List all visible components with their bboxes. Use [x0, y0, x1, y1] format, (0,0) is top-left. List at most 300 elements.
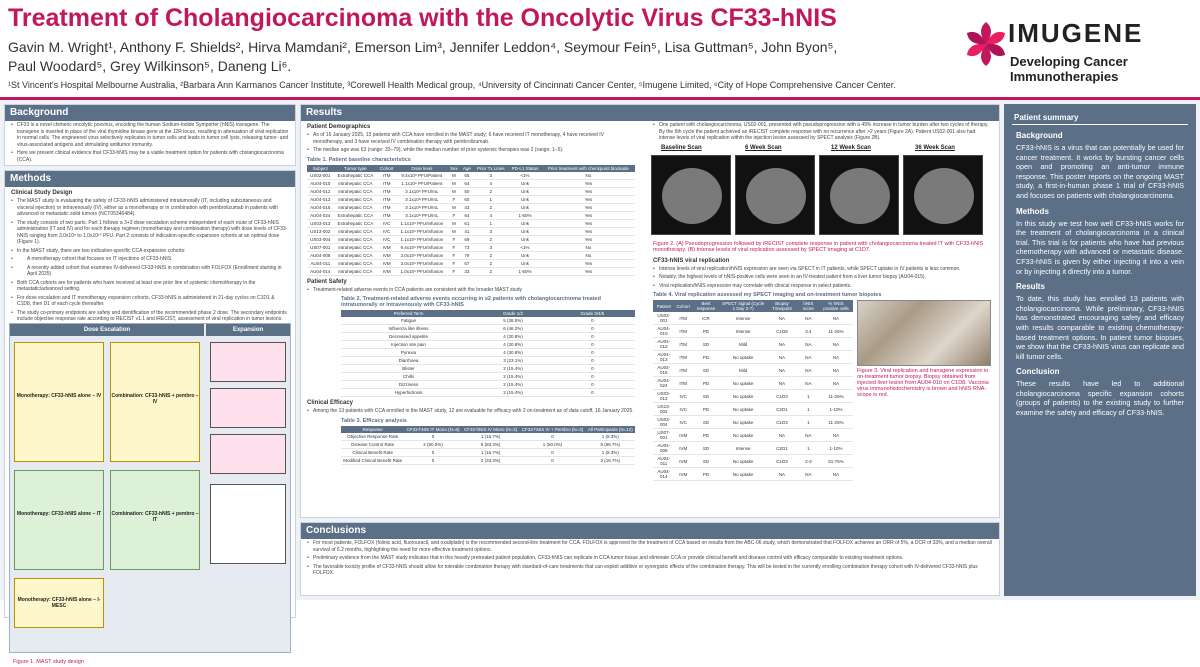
table-cell: NA: [766, 312, 798, 325]
table-cell: 1: [473, 219, 508, 227]
table-cell: 11-25%: [819, 416, 853, 429]
table-cell: 1.1x10⁹ PFU/Infusion: [396, 219, 447, 227]
table3-caption: Table 3. Efficacy analysis: [341, 417, 407, 424]
ct-scan-image: [735, 155, 815, 235]
table-cell: 3.4: [798, 325, 819, 338]
table-cell: AU04-024: [653, 377, 674, 390]
table-cell: US13-002: [307, 227, 334, 235]
table-header-cell: % hNIS positive cells: [819, 300, 853, 312]
table-cell: US03-004: [653, 416, 674, 429]
table-cell: Extrahepatic CCA: [334, 211, 378, 219]
background-heading: Background: [5, 105, 295, 121]
mono-iv-box: [14, 342, 104, 462]
table-cell: Decreased appetite: [341, 333, 476, 341]
summary-methods-text: In this study we test how well CF33-hNIS works for the treatment of cholangiocarcinoma in a clinical trial. This trial is for patients who have had previous chemotherapy with advanced or metastatic disease. CF33-hNIS is given by either injecting it into a vein or by injecting it directly into a tumor.: [1016, 218, 1184, 276]
table-cell: AU04-013: [653, 351, 674, 364]
table-cell: NA: [766, 351, 798, 364]
table-cell: Intrahepatic CCA: [334, 243, 378, 251]
table-cell: 3.1x10⁸ PFU/mL: [396, 203, 447, 211]
table-cell: NA: [819, 338, 853, 351]
table-cell: F: [447, 195, 460, 203]
table-cell: Mild: [720, 364, 766, 377]
table-cell: ITM: [674, 351, 692, 364]
scan-label: Baseline Scan: [661, 144, 702, 151]
summary-background-heading: Background: [1016, 131, 1063, 140]
table-cell: Extrahepatic CCA: [334, 219, 378, 227]
results-left-column: [301, 121, 641, 465]
table-row: [307, 179, 635, 187]
table-row: [341, 325, 635, 333]
table-header-cell: Age: [460, 165, 473, 172]
table4-caption: Table 4. Viral replication assessed my SPECT imaging and on-treatment tumor biopsies: [653, 292, 882, 298]
table-cell: AU04-024: [307, 211, 334, 219]
table-cell: NA: [766, 468, 798, 481]
table-row: [307, 259, 635, 267]
table-cell: Unk: [508, 219, 542, 227]
results-heading: Results: [301, 105, 999, 121]
mono-it-label: Monotherapy: CF33-hNIS alone – IT: [16, 511, 102, 517]
table-cell: 1-50%: [508, 211, 542, 219]
table-cell: US03-004: [307, 235, 334, 243]
table-cell: Yes: [542, 259, 635, 267]
table-cell: ITM: [377, 172, 396, 180]
table-cell: No: [542, 172, 635, 180]
table-cell: 6 (46.2%): [476, 325, 550, 333]
table-row: [307, 219, 635, 227]
results-right-column: [647, 121, 997, 481]
table-cell: Intrahepatic CCA: [334, 195, 378, 203]
table1-caption: Table 1. Patient baseline characteristics: [307, 156, 411, 163]
table-cell: 73: [460, 243, 473, 251]
table-cell: Yes: [542, 187, 635, 195]
methods-sub-bullet: • A monotherapy cohort that focuses on IT injections of CF33-hNIS: [5, 255, 295, 264]
table-cell: 0: [519, 433, 585, 441]
table-cell: Chills: [341, 373, 476, 381]
table-cell: 1.1x10⁹ PFU/Infusion: [396, 227, 447, 235]
table-cell: ITM: [377, 195, 396, 203]
table-cell: 11-25%: [819, 390, 853, 403]
table-header-cell: SPECT signal (Cycle 1 Day 2-7): [720, 300, 766, 312]
table-cell: IVM: [674, 429, 692, 442]
table-cell: Yes: [542, 267, 635, 275]
table-cell: NA: [819, 429, 853, 442]
table-cell: 2: [473, 203, 508, 211]
summary-results-heading: Results: [1016, 282, 1045, 292]
table-header-cell: Subject: [307, 165, 334, 172]
table-cell: NA: [798, 468, 819, 481]
table-cell: C1D3: [766, 416, 798, 429]
methods-sub-bullet: • A recently added cohort that examines IV-delivered CF33-hNIS in combination with FOLFOX (Enrollment starting in April 2025): [5, 264, 295, 279]
dose-escalation-label: Dose Escalation: [10, 324, 204, 336]
methods-bullet: • In the MAST study, there are two indication-specific CCA expansion cohorts:: [5, 247, 295, 256]
poster-title: Treatment of Cholangiocarcinoma with the Oncolytic Virus CF33-hNIS: [8, 4, 837, 32]
table-cell: 1: [798, 403, 819, 416]
table-cell: Intrahepatic CCA: [334, 251, 378, 259]
table-header-cell: Dose level: [396, 165, 447, 172]
figure3-caption: Figure 3. Viral replication and transgene expression in on-treatment tumor biopsy. Biopsy obtained from injected liver lesion from AU04-010 on C1D8. Vaccinia virus immunohistochemistry is brown and hNIS RNA-scope is red.: [857, 368, 989, 398]
table-cell: Intrahepatic CCA: [334, 235, 378, 243]
table-cell: Intrahepatic CCA: [334, 203, 378, 211]
table-header-cell: Best response: [692, 300, 720, 312]
table-cell: 1 (16.7%): [462, 448, 520, 456]
tumor-biopsy-image: [857, 300, 991, 366]
table-cell: No uptake: [720, 455, 766, 468]
table-row: [653, 429, 853, 442]
table-cell: 41: [460, 227, 473, 235]
author-line-1: Gavin M. Wright¹, Anthony F. Shields², Hirva Mamdani², Emerson Lim³, Jennifer Leddon⁴, Seymour Fein⁵, Lisa Guttman⁵, John Byon⁵,: [8, 39, 838, 55]
summary-background-text: CF33-hNIS is a virus that can potentially be used for cancer treatment. It works by bursting cancer cells open and promoting an anti-tumor immune response. This poster reports on the ongoing MAST study, a first-in-human phase 1 trial of CF33-hNIS and focuses on patients with cholangiocarcinoma.: [1016, 143, 1184, 200]
expansion-label: Expansion: [206, 324, 290, 336]
scan-figure: [647, 143, 997, 239]
table-cell: PD: [692, 468, 720, 481]
table-cell: 0: [550, 357, 635, 365]
table-row: [307, 187, 635, 195]
table-cell: US03-013: [653, 390, 674, 403]
table-cell: NA: [819, 312, 853, 325]
table-cell: No uptake: [720, 429, 766, 442]
table-cell: NA: [798, 338, 819, 351]
table-cell: AU04-011: [653, 455, 674, 468]
table-cell: 8 (66.7%): [586, 440, 635, 448]
methods-panel: [4, 170, 296, 665]
table-cell: 0: [550, 325, 635, 333]
table-cell: 9.4x10⁸ PFU/Patient: [396, 172, 447, 180]
table-cell: No uptake: [720, 351, 766, 364]
table-cell: NA: [766, 429, 798, 442]
table-cell: Unk: [508, 235, 542, 243]
table-cell: IVC: [674, 416, 692, 429]
conclusions-heading: Conclusions: [301, 523, 999, 539]
table-cell: Yes: [542, 179, 635, 187]
table-cell: 4 (30.8%): [476, 349, 550, 357]
table-header-cell: Prior Tx Lines: [473, 165, 508, 172]
scan-label: 36 Week Scan: [915, 144, 955, 151]
table-cell: 0: [550, 389, 635, 397]
table-cell: 2: [473, 267, 508, 275]
table-cell: Unk: [508, 259, 542, 267]
combo-iv-box: [110, 342, 200, 462]
table-cell: Diarrhoea: [341, 357, 476, 365]
table-cell: NA: [798, 429, 819, 442]
table-row: [341, 433, 635, 441]
table-header-cell: CF33-hNIS IV Mono (N=3): [462, 426, 520, 433]
methods-heading: Methods: [5, 171, 295, 187]
combo-it-box: [110, 470, 200, 570]
table-cell: Dizziness: [341, 381, 476, 389]
table-cell: AU04-008: [653, 442, 674, 455]
table-cell: 2 (15.4%): [476, 381, 550, 389]
expansion-notes-box: [210, 484, 286, 564]
table-cell: 0: [550, 333, 635, 341]
table-row: [341, 341, 635, 349]
table-cell: AU04-008: [307, 251, 334, 259]
table-cell: 50: [460, 187, 473, 195]
table-cell: Intrahepatic CCA: [334, 267, 378, 275]
author-line-2: Paul Woodard⁵, Grey Wilkinson⁵, Daneng Li⁶.: [8, 58, 292, 74]
conclusions-bullet: • The favorable toxicity profile of CF33-hNIS should allow for tolerable combination therapy with standard-of-care treatments that can exploit additive or synergistic effects of the combination therapy. This will be tested in the currently enrolling combination therapy cohort with IV-delivered CF33-hNIS plus FOLFOX.: [301, 563, 999, 578]
table-cell: 2 (50.0%): [404, 440, 461, 448]
ct-scan-image: [819, 155, 899, 235]
table-header-cell: Cohort: [377, 165, 396, 172]
table-row: [341, 448, 635, 456]
viral-bullet: • Viral replication/hNIS expression may correlate with clinical response in select patients.: [647, 282, 997, 291]
adverse-events-table: [341, 310, 635, 397]
study-design-figure: [9, 323, 291, 653]
table-cell: 0: [550, 381, 635, 389]
table-cell: F: [447, 251, 460, 259]
table-row: [341, 357, 635, 365]
table-cell: IVC: [674, 390, 692, 403]
table-cell: NA: [766, 364, 798, 377]
table-cell: IVC: [377, 227, 396, 235]
table-cell: F: [447, 211, 460, 219]
table-row: [653, 455, 853, 468]
table-cell: Intense: [720, 325, 766, 338]
table-cell: No uptake: [720, 377, 766, 390]
table-cell: Intrahepatic CCA: [334, 259, 378, 267]
table-cell: IVC: [377, 219, 396, 227]
methods-bullet: • The study consists of two parts. Part 1 follows a 3+3 dose escalation scheme independent of each route of CF33-hNIS administration (IT and IV) and for each therapy regimen (monotherapy and combination therapy) with dose levels of CF33-hNIS ranging from 3.0x10⁵ to 1.0x10¹⁰ PFU. Part 2 consists of indication-specific expansion cohorts at an optimal dose (Figure 1).: [5, 219, 295, 247]
table-header-cell: PD-L1 Status: [508, 165, 542, 172]
table-row: [341, 349, 635, 357]
table2-caption: Table 2. Treatment-related adverse events occurring in ≥2 patients with cholangiocarcinoma treated intratumorally or intravenously with CF33-hNIS: [341, 296, 601, 308]
table-header-cell: Response: [341, 426, 404, 433]
demographics-bullet: • The median age was 63 (range: 33–79), while the median number of prior systemic therapies was 2 (range: 1–5).: [301, 146, 641, 155]
table-cell: 2-3: [798, 455, 819, 468]
table-row: [307, 203, 635, 211]
table-cell: 3: [473, 227, 508, 235]
table-row: [307, 211, 635, 219]
table-cell: IVM: [377, 267, 396, 275]
table-cell: Intrahepatic CCA: [334, 187, 378, 195]
table-cell: 4 (30.8%): [476, 341, 550, 349]
scan-label: 12 Week Scan: [831, 144, 871, 151]
table-header-cell: Grade 1/2: [476, 310, 550, 317]
table-cell: C1D3: [766, 455, 798, 468]
table-cell: No: [542, 251, 635, 259]
table-cell: No uptake: [720, 403, 766, 416]
summary-title: Patient summary: [1014, 113, 1079, 122]
table-header-cell: CF33-hNIS IV + Pembro (N=3): [519, 426, 585, 433]
table-cell: NA: [819, 364, 853, 377]
table-cell: PD: [692, 377, 720, 390]
mono-iv-mesc-box: [14, 578, 104, 628]
ct-scan-image: [651, 155, 731, 235]
table-row: [653, 325, 853, 338]
table-cell: 2 (16.7%): [586, 456, 635, 464]
demographics-bullet: • As of 16 January 2025, 13 patients with CCA have enrolled in the MAST study; 6 have received IT monotherapy, 4 have received IV monotherapy, and 3 have received IV combination therapy with pembrolizumab.: [301, 131, 641, 146]
table-row: [653, 377, 853, 390]
table-cell: 2: [473, 235, 508, 243]
table-cell: 4 (30.8%): [476, 333, 550, 341]
background-panel: [4, 104, 296, 166]
table-cell: 79: [460, 251, 473, 259]
table-cell: Unk: [508, 195, 542, 203]
table-cell: No uptake: [720, 416, 766, 429]
table-cell: SD: [692, 455, 720, 468]
table-row: [653, 364, 853, 377]
expansion-cohort-box: [210, 434, 286, 474]
table-cell: C1D3: [766, 390, 798, 403]
table-cell: NA: [766, 377, 798, 390]
table-row: [307, 243, 635, 251]
table-cell: Yes: [542, 219, 635, 227]
spect-table: [653, 300, 853, 481]
table-cell: 2 (15.4%): [476, 389, 550, 397]
pseudoprogression-bullet: • One patient with cholangiocarcinoma, US02-001, presented with pseudoprogression with a 49% increase in tumor burden after two cycles of therapy. By the 6th cycle the patient achieved an iRECIST complete response with no recurrence after >2 years (Figure 2A). Patient US02-001 also had intense levels of viral replication within the injection lesion assessed by SPECT analysis (Figure 2B).: [647, 121, 997, 143]
viral-bullet: • Intense levels of viral replication/hNIS expression are seen via SPECT in IT patients, while SPECT uptake in IV patients is less common.: [647, 265, 997, 274]
table-cell: 2 (15.4%): [476, 373, 550, 381]
table-cell: 1.1x10⁹ PFU/Patient: [396, 179, 447, 187]
efficacy-heading: Clinical Efficacy: [307, 400, 354, 406]
table-cell: PD: [692, 429, 720, 442]
table-row: [341, 317, 635, 325]
table-cell: 0: [404, 448, 461, 456]
conclusions-bullet: • Preliminary evidence from the MAST study indicates that in this heavily pretreated patient population, CF33-hNIS can replicate in CCA tumor tissue and eliminate CCA or provide clinical benefit and disease control with efficacy comparable to existing treatment options.: [301, 554, 999, 563]
ct-scan-image: [903, 155, 983, 235]
table-header-cell: All Participants (N=12): [586, 426, 635, 433]
table-cell: 4: [473, 179, 508, 187]
table-cell: AU04-010: [307, 179, 334, 187]
table-cell: ITM: [674, 377, 692, 390]
table-cell: 3: [473, 243, 508, 251]
conclusions-bullet: • For most patients, FOLFOX (folinic acid, fluorouracil, and oxaliplatin) is the recommended second-line treatment for CCA. FOLFOX is approved for the treatment of CCA based on results from the ABC-06 study, which demonstrated that FOLFOX achieves an ORR of 5%, a DCR of 33%, and a median overall survival of 6.2 months, highlighting the need for more effective treatment options.: [301, 539, 999, 554]
table-cell: 1: [798, 416, 819, 429]
table-row: [653, 312, 853, 325]
table-cell: 51-75%: [819, 455, 853, 468]
table-cell: ITM: [377, 187, 396, 195]
methods-bullet: • The study co-primary endpoints are safety and identification of the recommended phase 2 dose. The secondary endpoints include objective response rate according to RECIST v1.1 and iRECIST, assessment of viral replication in tumor lesions.: [5, 309, 295, 324]
mono-it-box: [14, 470, 104, 570]
table-cell: 0: [550, 341, 635, 349]
table-cell: SD: [692, 364, 720, 377]
table-cell: Intense: [720, 442, 766, 455]
table-cell: SD: [692, 442, 720, 455]
table-cell: Unk: [508, 227, 542, 235]
table-cell: NA: [766, 338, 798, 351]
table-cell: SD: [692, 390, 720, 403]
table-cell: Yes: [542, 203, 635, 211]
table-header-cell: hNIS score: [798, 300, 819, 312]
table-cell: AU04-015: [307, 203, 334, 211]
table-cell: Intrahepatic CCA: [334, 179, 378, 187]
baseline-table: [307, 165, 635, 276]
table-cell: M: [447, 172, 460, 180]
table-cell: US02-001: [653, 312, 674, 325]
table-cell: IVC: [674, 403, 692, 416]
table-cell: Disease Control Rate: [341, 440, 404, 448]
table-cell: 2: [473, 251, 508, 259]
table-cell: IVM: [674, 442, 692, 455]
scan-label: 6 Week Scan: [745, 144, 782, 151]
table-cell: IVM: [377, 243, 396, 251]
methods-subheading: Clinical Study Design: [11, 190, 73, 196]
summary-methods-heading: Methods: [1016, 206, 1049, 216]
table-cell: NA: [798, 351, 819, 364]
table-cell: <1%: [508, 243, 542, 251]
table-cell: Clinical Benefit Rate: [341, 448, 404, 456]
table-row: [653, 390, 853, 403]
table-cell: US03-013: [307, 219, 334, 227]
table-cell: 3.1x10⁸ PFU/mL: [396, 195, 447, 203]
table-cell: C2D1: [766, 442, 798, 455]
table-cell: No: [542, 243, 635, 251]
table-cell: 1: [798, 442, 819, 455]
table-cell: PD: [692, 325, 720, 338]
table-cell: Intrahepatic CCA: [334, 227, 378, 235]
table-cell: 64: [460, 179, 473, 187]
viral-replication-heading: CF33-hNIS viral replication: [653, 257, 730, 264]
table-cell: NA: [798, 364, 819, 377]
table-cell: No uptake: [720, 390, 766, 403]
background-bullet: • CF33 is a novel chimeric oncolytic poxvirus, encoding the human Sodium-Iodide Symporter (hNIS) transgene. The transgene is inserted in place of the viral thymidine kinase gene at the J2R locus, resulting in attenuation of viral replication in normal cells. The engineered virus selectively replicates in tumor cells and leads to tumor cell lysis, releasing tumor- and virus-associated antigens and stimulating antitumor immunity.: [5, 121, 295, 149]
table-cell: 1: [473, 195, 508, 203]
table-cell: iCR: [692, 312, 720, 325]
table-row: [307, 227, 635, 235]
table-cell: NA: [819, 468, 853, 481]
table-cell: 1.0x10⁹ PFU/Infusion: [396, 267, 447, 275]
table-row: [307, 172, 635, 180]
methods-bullet: • For dose escalation and IT monotherapy expansion cohorts, CF33-hNIS is administered in 21-day cycles on C1D1 & C1D8, then D1 of each cycle thereafter.: [5, 294, 295, 309]
table-cell: 43: [460, 203, 473, 211]
table-header-cell: Biopsy Timepoint: [766, 300, 798, 312]
table-cell: 65: [460, 172, 473, 180]
table-cell: Fatigue: [341, 317, 476, 325]
table-row: [341, 456, 635, 464]
table-cell: M: [447, 179, 460, 187]
table-header-cell: Sex: [447, 165, 460, 172]
table-cell: 4: [473, 211, 508, 219]
table-cell: 0: [404, 456, 461, 464]
table-cell: IVM: [674, 468, 692, 481]
table-cell: AU04-011: [307, 259, 334, 267]
table-cell: IVM: [377, 251, 396, 259]
table-cell: SD: [692, 338, 720, 351]
table-cell: US07-001: [653, 429, 674, 442]
table-cell: Unk: [508, 251, 542, 259]
table-cell: NA: [819, 377, 853, 390]
background-bullet: • Here we present clinical evidence that CF33-hNIS may be a viable treatment option for patients with cholangiocarcinoma (CCA).: [5, 149, 295, 164]
table-cell: 1 (50.0%): [519, 440, 585, 448]
table-cell: PD: [692, 403, 720, 416]
table-cell: NA: [819, 351, 853, 364]
table-cell: 1.1x10⁹ PFU/Infusion: [396, 235, 447, 243]
table-cell: US13-002: [653, 403, 674, 416]
table-row: [653, 351, 853, 364]
table-row: [341, 365, 635, 373]
table-cell: 2: [473, 259, 508, 267]
table-cell: 3.0x10⁹ PFU/Infusion: [396, 251, 447, 259]
mono-iv-mesc-label: Monotherapy: CF33-hNIS alone – I-MESC: [17, 597, 101, 609]
table-row: [653, 403, 853, 416]
table-cell: 0: [404, 433, 461, 441]
table-row: [341, 440, 635, 448]
table-cell: 1: [798, 390, 819, 403]
table-cell: 1-50%: [508, 267, 542, 275]
table-cell: 64: [460, 211, 473, 219]
table-cell: 0: [550, 349, 635, 357]
table-cell: IVM: [377, 259, 396, 267]
table-cell: Injection site pain: [341, 341, 476, 349]
table-row: [341, 389, 635, 397]
table-cell: <1%: [508, 172, 542, 180]
table-cell: ITM: [674, 364, 692, 377]
table-cell: Pyrexia: [341, 349, 476, 357]
table-cell: 2 (15.4%): [476, 365, 550, 373]
table-cell: AU04-014: [307, 267, 334, 275]
table-cell: ITM: [674, 312, 692, 325]
table-header-cell: Grade 3/4/5: [550, 310, 635, 317]
